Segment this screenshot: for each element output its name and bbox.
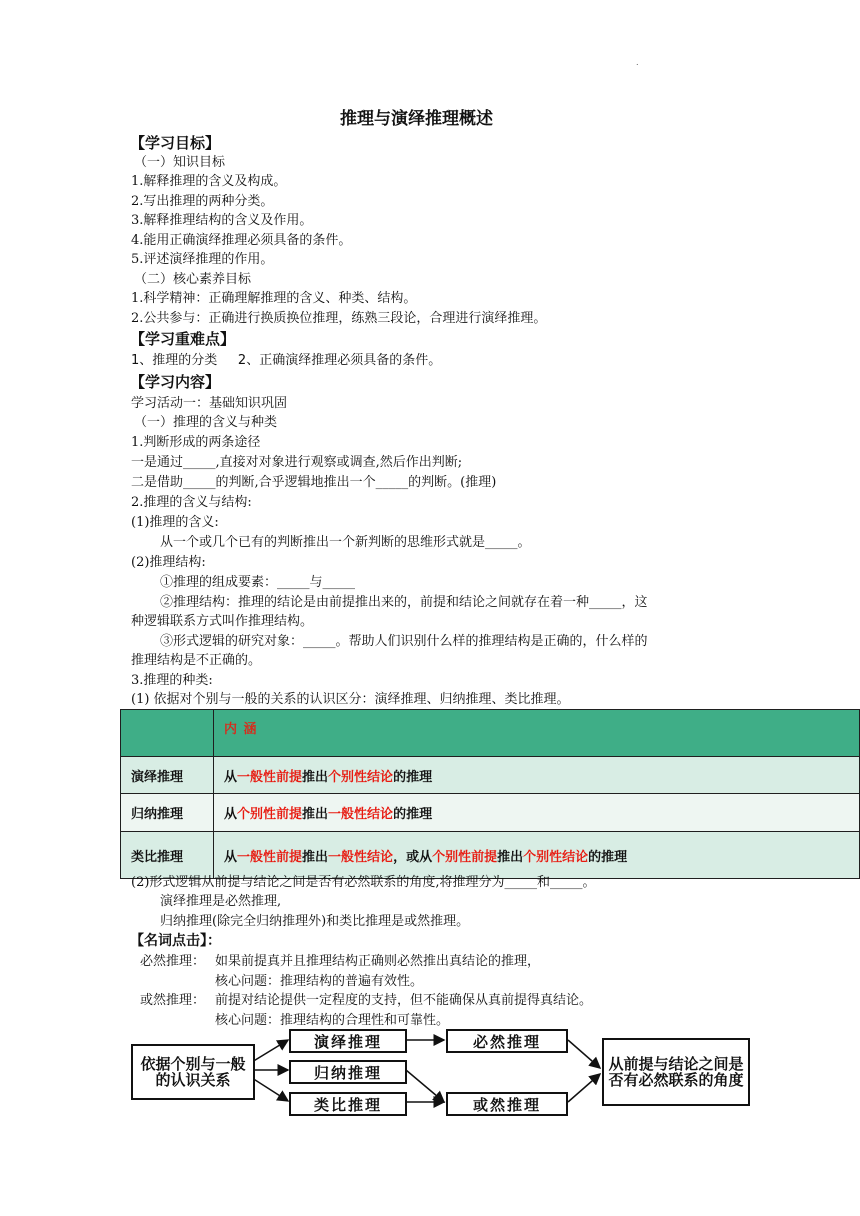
content-line: 一是通过_____,直接对对象进行观察或调查,然后作出判断; bbox=[131, 455, 463, 470]
page-dot: . bbox=[636, 58, 639, 67]
activity-heading: 学习活动一：基础知识巩固 bbox=[131, 396, 288, 411]
row-text: 从 bbox=[224, 807, 238, 822]
highlight-term: 一般性前提 bbox=[237, 849, 303, 865]
content-line: 归纳推理(除完全归纳推理外)和类比推理是或然推理。 bbox=[160, 914, 470, 929]
highlight-term: 个别性结论 bbox=[328, 769, 394, 785]
row-text: 从 bbox=[224, 769, 238, 785]
diagram-inductive-box: 归纳推理 bbox=[289, 1060, 407, 1084]
row-text: 的推理 bbox=[588, 849, 628, 865]
content-line: ②推理结构：推理的结论是由前提推出来的，前提和结论之间就存在着一种_____，这 bbox=[160, 595, 648, 610]
content-line: ①推理的组成要素：_____与_____ bbox=[160, 575, 356, 590]
highlight-term: 个别性前提 bbox=[237, 807, 303, 822]
row-text: ，或从 bbox=[393, 849, 433, 865]
content-line: 从一个或几个已有的判断推出一个新判断的思维形式就是_____。 bbox=[160, 535, 531, 550]
row-name: 归纳推理 bbox=[121, 794, 214, 832]
highlight-term: 个别性前提 bbox=[432, 849, 498, 865]
goal-item: 2.公共参与：正确进行换质换位推理，练熟三段论，合理进行演绎推理。 bbox=[131, 311, 547, 326]
highlight-term: 个别性结论 bbox=[523, 849, 589, 865]
content-line: (2)形式逻辑从前提与结论之间是否有必然联系的角度,将推理分为_____和_____。 bbox=[131, 875, 596, 890]
goal-item: 1.解释推理的含义及构成。 bbox=[131, 174, 287, 189]
row-text: 的推理 bbox=[393, 807, 433, 822]
term-core: 核心问题：推理结构的合理性和可靠性。 bbox=[215, 1013, 450, 1028]
highlight-term: 一般性结论 bbox=[328, 849, 394, 865]
content-line: 推理结构是不正确的。 bbox=[131, 653, 262, 668]
keypoints-text: 1、推理的分类 2、正确演绎推理必须具备的条件。 bbox=[131, 353, 442, 368]
table-header-cell: 内 涵 bbox=[214, 710, 860, 757]
term-label: 必然推理： bbox=[140, 954, 206, 969]
goal-item: 2.写出推理的两种分类。 bbox=[131, 194, 274, 209]
row-text: 的推理 bbox=[393, 769, 433, 785]
diagram-probable-box: 或然推理 bbox=[446, 1092, 568, 1116]
term-definition: 如果前提真并且推理结构正确则必然推出真结论的推理， bbox=[215, 954, 541, 969]
goal-item: 5.评述演绎推理的作用。 bbox=[131, 252, 274, 267]
row-text: 推出 bbox=[302, 807, 329, 822]
row-text: 推出 bbox=[302, 849, 329, 865]
diagram-right-box: 从前提与结论之间是否有必然联系的角度 bbox=[602, 1038, 750, 1106]
diagram-left-box: 依据个别与一般的认识关系 bbox=[131, 1044, 255, 1100]
section-goals: 【学习目标】 bbox=[130, 134, 221, 152]
highlight-term: 一般性前提 bbox=[237, 769, 303, 785]
goal-item: 1.科学精神：正确理解推理的含义、种类、结构。 bbox=[131, 291, 417, 306]
goal-item: 3.解释推理结构的含义及作用。 bbox=[131, 213, 313, 228]
section-terms: 【名词点击】： bbox=[130, 933, 221, 949]
diagram-deductive-box: 演绎推理 bbox=[289, 1029, 407, 1053]
content-line: (1) 依据对个别与一般的关系的认识区分：演绎推理、归纳推理、类比推理。 bbox=[131, 692, 570, 707]
content-line: 1.判断形成的两条途径 bbox=[131, 435, 261, 450]
goal-item: 4.能用正确演绎推理必须具备的条件。 bbox=[131, 233, 352, 248]
content-line: ③形式逻辑的研究对象：_____。帮助人们识别什么样的推理结构是正确的，什么样的 bbox=[160, 634, 648, 649]
section-keypoints: 【学习重难点】 bbox=[130, 330, 236, 348]
row-name: 演绎推理 bbox=[121, 757, 214, 794]
row-text: 推出 bbox=[497, 849, 524, 865]
diagram-analogical-box: 类比推理 bbox=[289, 1092, 407, 1116]
content-line: 二是借助_____的判断,合乎逻辑地推出一个_____的判断。(推理) bbox=[131, 475, 497, 490]
row-text: 从 bbox=[224, 849, 238, 865]
page-title: 推理与演绎推理概述 bbox=[340, 109, 493, 129]
content-line: (2)推理结构: bbox=[131, 555, 206, 570]
term-core: 核心问题：推理结构的普遍有效性。 bbox=[215, 974, 424, 989]
diagram-necessary-box: 必然推理 bbox=[446, 1029, 568, 1053]
content-line: 3.推理的种类: bbox=[131, 673, 213, 688]
core-goals-heading: （二）核心素养目标 bbox=[134, 272, 252, 287]
subsection-heading: （一）推理的含义与种类 bbox=[134, 415, 278, 430]
knowledge-goals-heading: （一）知识目标 bbox=[134, 155, 226, 170]
term-label: 或然推理： bbox=[140, 993, 206, 1008]
highlight-term: 一般性结论 bbox=[328, 807, 394, 822]
content-line: 演绎推理是必然推理, bbox=[160, 894, 282, 909]
row-name: 类比推理 bbox=[121, 832, 214, 879]
section-content: 【学习内容】 bbox=[130, 373, 221, 391]
content-line: (1)推理的含义: bbox=[131, 515, 219, 530]
content-line: 种逻辑联系方式叫作推理结构。 bbox=[131, 614, 314, 629]
row-text: 推出 bbox=[302, 769, 329, 785]
content-line: 2.推理的含义与结构: bbox=[131, 495, 252, 510]
term-definition: 前提对结论提供一定程度的支持，但不能确保从真前提得真结论。 bbox=[215, 993, 593, 1008]
